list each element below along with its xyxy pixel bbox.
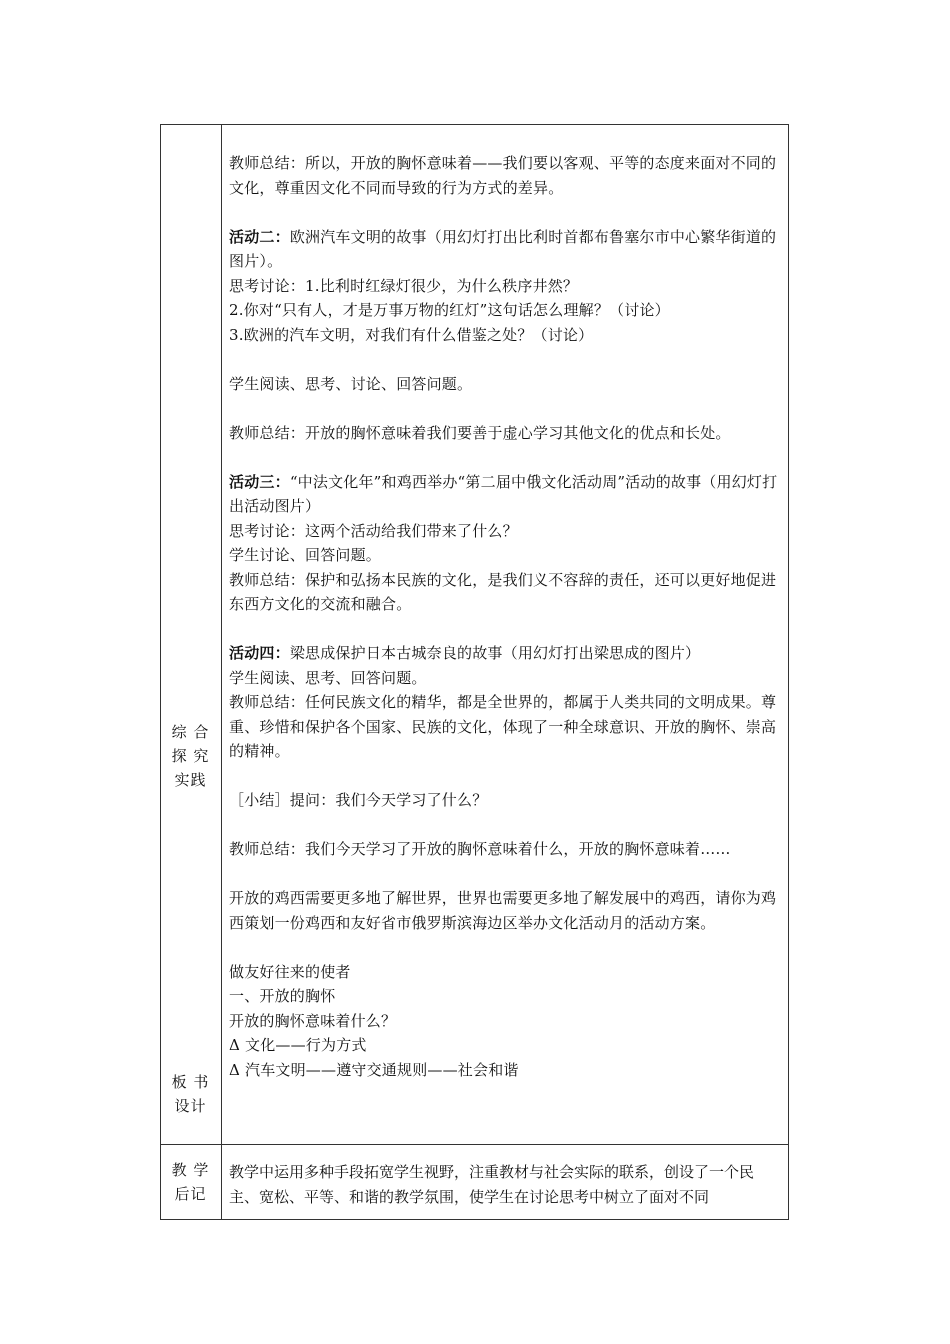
teacher-summary-1: 教师总结：所以，开放的胸怀意味着——我们要以客观、平等的态度来面对不同的文化，尊重因文化不同而导致的行为方式的差异。 [229, 154, 777, 197]
activity-two-students: 学生阅读、思考、讨论、回答问题。 [229, 374, 473, 393]
board-line-4: Δ 文化——行为方式 [229, 1036, 367, 1054]
recap-question: ［小结］提问：我们今天学习了什么？ [229, 791, 488, 809]
recap-summary: 教师总结：我们今天学习了开放的胸怀意味着什么，开放的胸怀意味着…… [229, 840, 731, 858]
activity-two-question-1: 思考讨论：1.比利时红绿灯很少，为什么秩序井然？ [229, 276, 579, 295]
row-divider [160, 1144, 789, 1145]
table-border-left [160, 124, 161, 1220]
table-border-top [160, 124, 789, 125]
activity-two-question-2: 2.你对“只有人，才是万事万物的红灯”这句话怎么理解？（讨论） [229, 301, 670, 319]
board-line-3: 开放的胸怀意味着什么？ [229, 1011, 397, 1030]
activity-two-summary: 教师总结：开放的胸怀意味着我们要善于虚心学习其他文化的优点和长处。 [229, 423, 731, 442]
table-border-right [788, 124, 789, 1220]
extension-task: 开放的鸡西需要更多地了解世界，世界也需要更多地了解发展中的鸡西，请你为鸡西策划一份鸡西和友好省市俄罗斯滨海边区举办文化活动月的活动方案。 [229, 889, 777, 932]
activity-four-students: 学生阅读、思考、回答问题。 [229, 668, 427, 687]
activity-three-students: 学生讨论、回答问题。 [229, 546, 382, 564]
board-line-1: 做友好往来的使者 [229, 962, 351, 981]
activity-three: 活动三：“中法文化年”和鸡西举办“第二届中俄文化活动周”活动的故事（用幻灯打出活动图片） [229, 472, 778, 515]
activity-four-summary: 教师总结：任何民族文化的精华，都是全世界的，都属于人类共同的文明成果。尊重、珍惜和保护各个国家、民族的文化，体现了一种全球意识、开放的胸怀、崇高的精神。 [229, 693, 777, 760]
reflection-content: 教学中运用多种手段拓宽学生视野，注重教材与社会实际的联系，创设了一个民主、宽松、平等、和谐的教学氛围，使学生在讨论思考中树立了面对不同 [229, 1163, 755, 1206]
reflection-row-label: 教 学 后记 [171, 1161, 210, 1203]
board-line-5: Δ 汽车文明——遵守交通规则——社会和谐 [229, 1060, 519, 1079]
activity-four: 活动四：梁思成保护日本古城奈良的故事（用幻灯打出梁思成的图片） [229, 644, 701, 662]
activity-three-summary: 教师总结：保护和弘扬本民族的文化，是我们义不容辞的责任，还可以更好地促进东西方文化的交流和融合。 [229, 570, 777, 613]
board-line-2: 一、开放的胸怀 [229, 987, 336, 1005]
activity-three-question: 思考讨论：这两个活动给我们带来了什么？ [229, 521, 518, 540]
column-divider [221, 124, 222, 1220]
table-border-bottom [160, 1219, 789, 1220]
practice-row-label: 综 合 探 究 实践 [171, 723, 210, 789]
activity-two: 活动二：欧洲汽车文明的故事（用幻灯打出比利时首都布鲁塞尔市中心繁华街道的图片）。 [229, 227, 777, 270]
lesson-plan-table [160, 124, 789, 1220]
practice-content [229, 151, 783, 1082]
activity-two-question-3: 3.欧洲的汽车文明，对我们有什么借鉴之处？（讨论） [229, 325, 594, 344]
board-row-label: 板 书 设计 [171, 1073, 210, 1115]
